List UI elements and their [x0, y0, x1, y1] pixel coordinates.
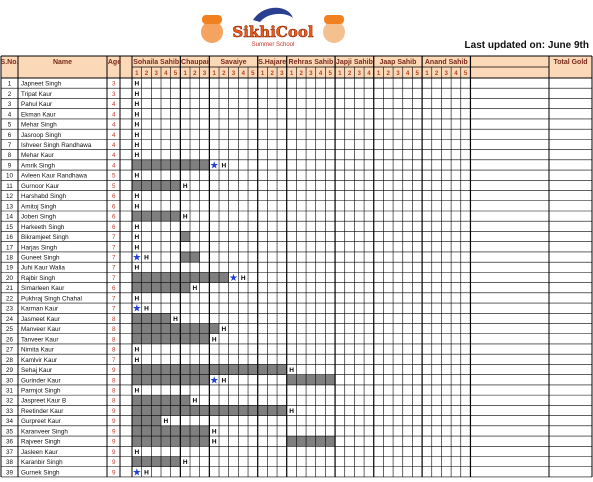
row-sno: 31 [5, 387, 14, 395]
row-age: 8 [112, 326, 116, 334]
sub-column-number: 2 [144, 70, 149, 77]
row-sno: 32 [5, 397, 14, 405]
star-icon: ★ [229, 272, 239, 284]
row-sno: 22 [5, 295, 14, 303]
row-age: 9 [112, 438, 116, 446]
row-sno: 35 [5, 428, 14, 436]
row-name: Amrik Singh [21, 162, 55, 170]
sub-column-number: 4 [241, 70, 245, 77]
sub-column-number: 4 [367, 70, 371, 77]
completion-mark: H [163, 418, 169, 426]
star-icon: ★ [132, 303, 142, 315]
completion-mark: H [211, 438, 217, 446]
sub-column-number: 2 [347, 70, 352, 77]
row-name: Mehar Singh [21, 121, 57, 129]
sub-column-number: 3 [444, 70, 449, 77]
sub-column-number: 1 [260, 70, 265, 77]
row-name: Jasroop Singh [21, 131, 62, 139]
completion-mark: H [134, 152, 140, 160]
completion-mark: H [221, 377, 227, 385]
row-age: 7 [112, 234, 116, 242]
completion-mark: H [134, 356, 140, 364]
section-title: Sohaila Sahib [133, 59, 180, 66]
row-name: Japneet Singh [21, 80, 62, 88]
sub-column-number: 2 [386, 70, 390, 77]
row-sno: 16 [5, 234, 14, 242]
row-age: 6 [112, 203, 116, 211]
progress-fill [132, 211, 180, 221]
logo-tagline-text: Summer School [251, 42, 295, 48]
row-name: Harshabd Singh [21, 193, 67, 201]
progress-fill [132, 416, 161, 426]
row-sno: 14 [5, 213, 14, 221]
row-age: 8 [112, 397, 116, 405]
row-name: Bikramjeet Singh [21, 234, 69, 242]
sub-column-number: 5 [463, 70, 468, 77]
row-age: 3 [112, 80, 116, 88]
row-sno: 17 [5, 244, 14, 252]
row-name: Gurpreet Kaur [21, 418, 61, 426]
row-age: 9 [112, 428, 116, 436]
sub-column-number: 3 [202, 70, 207, 77]
row-age: 7 [112, 356, 116, 364]
row-age: 5 [112, 172, 116, 180]
completion-mark: H [134, 264, 140, 272]
completion-mark: H [134, 244, 140, 252]
completion-mark: H [134, 387, 140, 395]
completion-mark: H [221, 326, 227, 334]
row-age: 9 [112, 469, 116, 477]
row-sno: 11 [6, 182, 13, 190]
row-age: 8 [112, 346, 116, 354]
row-sno: 19 [5, 264, 14, 272]
completion-mark: H [134, 448, 140, 456]
row-sno: 4 [7, 111, 12, 119]
progress-fill [180, 231, 190, 241]
row-name: Harkeeth Singh [21, 223, 65, 231]
row-age: 7 [112, 244, 116, 252]
row-sno: 1 [7, 80, 12, 88]
row-sno: 12 [5, 193, 14, 201]
row-sno: 23 [5, 305, 14, 313]
sub-column-number: 1 [376, 70, 381, 77]
completion-mark: H [134, 234, 140, 242]
row-name: Gurinder Kaur [21, 377, 61, 385]
row-age: 9 [112, 367, 116, 375]
star-icon: ★ [132, 467, 142, 479]
row-age: 4 [112, 111, 116, 119]
row-sno: 29 [5, 367, 14, 375]
row-age: 6 [112, 223, 116, 231]
completion-mark: H [134, 101, 140, 109]
row-name: Amitoj Singh [21, 203, 57, 211]
row-sno: 13 [5, 203, 14, 211]
row-age: 7 [112, 295, 116, 303]
completion-mark: H [192, 397, 198, 405]
row-sno: 34 [5, 418, 14, 426]
row-sno: 2 [7, 90, 12, 98]
sub-column-number: 4 [318, 70, 323, 77]
completion-mark: H [134, 203, 140, 211]
sub-column-number: 1 [425, 70, 429, 77]
completion-mark: H [144, 254, 149, 262]
completion-mark: H [134, 111, 140, 119]
completion-mark: H [144, 469, 149, 477]
row-age: 7 [112, 305, 116, 313]
completion-mark: H [289, 407, 294, 415]
row-age: 8 [112, 387, 116, 395]
section-title: Jaap Sahib [379, 59, 417, 66]
row-sno: 28 [5, 356, 14, 364]
row-sno: 8 [7, 152, 12, 160]
row-name: Rajveer Singh [21, 438, 61, 446]
row-sno: 18 [5, 254, 14, 262]
sub-column-number: 5 [328, 70, 332, 77]
sub-column-number: 5 [251, 70, 255, 77]
row-age: 4 [112, 121, 116, 129]
row-sno: 7 [7, 141, 12, 149]
row-name: Sehaj Kaur [21, 367, 53, 375]
progress-fill [287, 436, 335, 446]
row-age: 4 [112, 101, 116, 109]
row-age: 8 [112, 377, 116, 385]
sub-column-number: 2 [299, 70, 303, 77]
completion-mark: H [182, 213, 188, 221]
row-sno: 15 [5, 223, 14, 231]
completion-mark: H [211, 336, 217, 344]
row-sno: 39 [5, 469, 14, 477]
row-age: 4 [112, 141, 116, 149]
column-header: Age [107, 59, 122, 66]
row-age: 6 [112, 285, 116, 293]
row-age: 7 [112, 264, 116, 272]
row-age: 4 [112, 162, 116, 170]
row-name: Juhi Kaur Walia [21, 264, 65, 272]
sub-column-number: 2 [222, 70, 226, 77]
row-sno: 9 [7, 162, 12, 170]
sub-column-number: 3 [154, 70, 158, 77]
sub-column-number: 3 [280, 70, 284, 77]
row-sno: 21 [5, 285, 14, 293]
row-name: Jasmeet Kaur [21, 315, 60, 323]
progress-fill [287, 375, 335, 385]
sub-column-number: 2 [434, 70, 439, 77]
section-title: Rehras Sahib [288, 59, 334, 66]
row-name: Reetinder Kaur [21, 407, 64, 415]
row-name: Karman Kaur [21, 305, 59, 313]
completion-mark: H [173, 315, 178, 323]
row-sno: 26 [5, 336, 14, 344]
section-title: Japji Sahib [335, 59, 373, 66]
section-title: S.Hajare [258, 59, 287, 66]
completion-mark: H [289, 367, 294, 375]
sub-column-number: 1 [338, 70, 342, 77]
completion-mark: H [134, 172, 140, 180]
row-name: Tanveer Kaur [21, 336, 59, 344]
row-name: Karanveer Singh [21, 428, 68, 436]
row-age: 9 [112, 407, 116, 415]
row-age: 4 [112, 131, 116, 139]
completion-mark: H [134, 90, 140, 98]
completion-mark: H [134, 346, 140, 354]
sub-column-number: 1 [289, 70, 294, 77]
row-age: 6 [112, 193, 116, 201]
sub-column-number: 4 [454, 70, 458, 77]
sub-column-number: 3 [231, 70, 236, 77]
logo-brand-text: SikhiCool [232, 23, 314, 41]
row-name: Guneet Singh [21, 254, 60, 262]
last-updated: Last updated on: June 9th [464, 40, 589, 51]
row-name: Avleen Kaur Randhawa [21, 172, 88, 180]
row-age: 7 [112, 274, 116, 282]
row-sno: 6 [7, 131, 12, 139]
sub-column-number: 2 [193, 70, 197, 77]
row-name: Joben Singh [21, 213, 57, 221]
row-name: Mehar Kaur [21, 152, 54, 160]
completion-mark: H [134, 80, 140, 88]
row-age: 9 [112, 418, 116, 426]
column-header: Total Gold [553, 59, 588, 66]
completion-mark: H [134, 295, 140, 303]
row-age: 8 [112, 336, 116, 344]
row-sno: 38 [5, 459, 14, 467]
sub-column-number: 4 [164, 70, 168, 77]
row-age: 5 [112, 182, 116, 190]
star-icon: ★ [132, 252, 142, 264]
row-name: Tripat Kaur [21, 90, 52, 98]
sub-column-number: 1 [135, 70, 139, 77]
star-icon: ★ [209, 375, 219, 387]
sub-column-number: 1 [183, 70, 187, 77]
completion-mark: H [192, 285, 198, 293]
row-age: 6 [112, 213, 116, 221]
row-name: Pahul Kaur [21, 101, 53, 109]
completion-mark: H [182, 459, 188, 467]
row-sno: 27 [5, 346, 14, 354]
section-title: Chaupai [181, 59, 209, 66]
completion-mark: H [240, 274, 246, 282]
row-name: Gurnek Singh [21, 469, 60, 477]
row-sno: 37 [5, 448, 14, 456]
completion-mark: H [134, 193, 140, 201]
row-name: Karanbir Singh [21, 459, 63, 467]
row-sno: 3 [7, 101, 12, 109]
sub-column-number: 3 [357, 70, 361, 77]
row-name: Parmjot Singh [21, 387, 61, 395]
row-name: Harjas Singh [21, 244, 58, 252]
star-icon: ★ [209, 160, 219, 172]
row-sno: 25 [5, 326, 14, 334]
sub-column-number: 5 [415, 70, 419, 77]
row-name: Nimita Kaur [21, 346, 54, 354]
row-age: 8 [112, 315, 116, 323]
sub-column-number: 5 [173, 70, 178, 77]
row-sno: 33 [5, 407, 14, 415]
column-header: Name [52, 59, 73, 66]
row-name: Gurnoor Kaur [21, 182, 60, 190]
row-name: Manveer Kaur [21, 326, 61, 334]
row-name: Ekman Kaur [21, 111, 56, 119]
row-name: Ishveer Singh Randhawa [21, 141, 92, 149]
sub-column-number: 2 [270, 70, 274, 77]
row-sno: 36 [5, 438, 14, 446]
progress-fill [132, 324, 219, 334]
sub-column-number: 1 [212, 70, 216, 77]
row-name: Jasleen Kaur [21, 448, 58, 456]
section-title: Anand Sahib [424, 59, 468, 66]
row-age: 7 [112, 254, 116, 262]
row-name: Simarleen Kaur [21, 285, 65, 293]
row-sno: 30 [5, 377, 14, 385]
row-sno: 5 [7, 121, 12, 129]
row-name: Kamlvir Kaur [21, 356, 58, 364]
row-sno: 24 [5, 315, 14, 323]
row-sno: 10 [5, 172, 14, 180]
column-header: S.No. [0, 59, 19, 66]
completion-mark: H [182, 182, 188, 190]
completion-mark: H [134, 131, 140, 139]
row-age: 3 [112, 90, 116, 98]
row-age: 4 [112, 152, 116, 160]
completion-mark: H [134, 223, 140, 231]
section-title: Savaiye [220, 59, 247, 66]
sub-column-number: 3 [309, 70, 313, 77]
progress-fill [132, 457, 180, 467]
completion-mark: H [134, 141, 140, 149]
progress-fill [132, 180, 180, 190]
row-age: 9 [112, 448, 116, 456]
completion-mark: H [134, 121, 140, 129]
sub-column-number: 3 [396, 70, 400, 77]
row-sno: 20 [5, 274, 14, 282]
row-name: Jaspreet Kaur B [21, 397, 67, 405]
row-name: Pukhraj Singh Chahal [21, 295, 82, 303]
row-name: Rajbir Singh [21, 274, 56, 282]
completion-mark: H [144, 305, 149, 313]
row-age: 9 [112, 459, 116, 467]
sub-column-number: 4 [405, 70, 410, 77]
completion-mark: H [211, 428, 217, 436]
completion-mark: H [221, 162, 227, 170]
